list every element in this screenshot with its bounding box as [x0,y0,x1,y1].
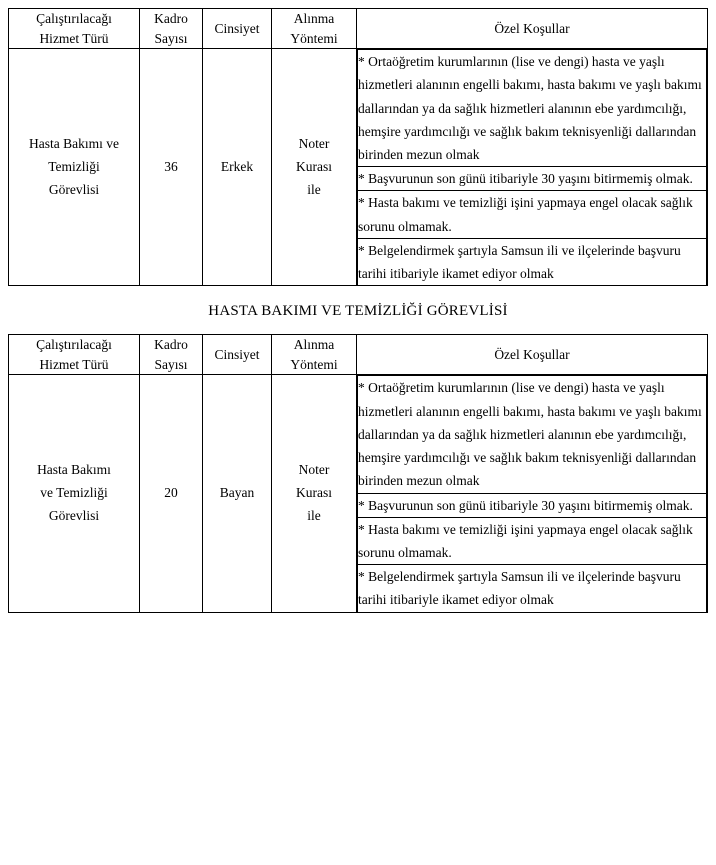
header-quota-line2: Sayısı [154,356,188,372]
table-header [9,9,708,49]
section-title: HASTA BAKIMI VE TEMİZLİĞİ GÖREVLİSİ [208,303,508,320]
table-header [9,335,708,375]
table-row [9,375,708,612]
condition-text: * Hasta bakımı ve temizliği işini yapmaya engel olacak sağlık sorunu olmamak. [358,517,707,564]
cell-quota: 20 [140,375,203,612]
header-row [9,9,708,49]
condition-item [358,238,707,285]
cell-gender: Erkek [203,49,272,286]
header-service-type-line1: Çalıştırılacağı [36,11,112,26]
condition-item [358,191,707,238]
table-body [9,375,708,612]
table-row [9,49,708,286]
cell-gender: Bayan [203,375,272,612]
condition-item [358,376,707,493]
header-quota [140,9,203,49]
table-body [9,49,708,286]
condition-text: * Başvurunun son günü itibariyle 30 yaşını bitirmemiş olmak. [358,493,707,517]
method-line1: Noter [298,135,330,151]
header-method-line1: Alınma [293,11,335,26]
condition-text: * Ortaöğretim kurumlarının (lise ve dengi) hasta ve yaşlı hizmetleri alanının engelli bakımı, hasta bakımı ve yaşlı bakımı dallarından ya da sağlık hizmetleri alanının ebe yardımcılığı, hemşire yardımcılığı ve sağlık bakım teknisyenliği dallarından birinden mezun olmak [358,376,707,493]
cell-service-type [9,375,140,612]
header-quota-line1: Kadro [154,11,188,26]
header-method-line2: Yöntemi [290,356,338,372]
header-method-line2: Yöntemi [290,30,338,46]
service-type-line1: Hasta Bakımı [37,462,111,478]
header-method [272,9,357,49]
cell-special-conditions [357,375,708,612]
cell-method [272,375,357,612]
condition-text: * Hasta bakımı ve temizliği işini yapmaya engel olacak sağlık sorunu olmamak. [358,191,707,238]
positions-table-erkek [8,8,708,286]
header-gender [203,9,272,49]
header-gender [203,335,272,375]
method-line2: Kurası [296,485,332,501]
header-quota-line1: Kadro [154,337,188,353]
header-method [272,335,357,375]
service-type-line2: Temizliği [48,158,100,174]
service-type-line3: Görevlisi [48,508,100,523]
header-service-type [9,335,140,375]
condition-item [358,167,707,191]
positions-table-bayan [8,334,708,612]
header-special-conditions-line1: Özel Koşullar [494,347,570,363]
header-quota-line2: Sayısı [154,30,188,46]
method-line3: ile [307,181,321,197]
header-method-line1: Alınma [293,337,335,353]
service-type-line1: Hasta Bakımı ve [29,135,119,151]
method-line2: Kurası [296,158,332,174]
condition-text: * Belgelendirmek şartıyla Samsun ili ve ilçelerinde başvuru tarihi itibariyle ikamet ediyor olmak [358,565,707,612]
header-gender-line1: Cinsiyet [214,347,260,363]
condition-item [358,50,707,167]
condition-item [358,517,707,564]
method-line3: ile [307,508,321,523]
header-special-conditions-line1: Özel Koşullar [494,20,570,36]
cell-service-type [9,49,140,286]
header-service-type-line2: Hizmet Türü [39,356,109,372]
service-type-line3: Görevlisi [48,181,100,197]
cell-method [272,49,357,286]
cell-quota: 36 [140,49,203,286]
condition-item [358,493,707,517]
header-service-type-line1: Çalıştırılacağı [36,337,112,353]
header-row [9,335,708,375]
header-gender-line1: Cinsiyet [214,20,260,36]
header-service-type [9,9,140,49]
conditions-list [357,49,707,285]
method-line1: Noter [298,462,330,478]
header-service-type-line2: Hizmet Türü [39,30,109,46]
header-quota [140,335,203,375]
service-type-line2: ve Temizliği [40,485,108,501]
condition-item [358,565,707,612]
condition-text: * Ortaöğretim kurumlarının (lise ve dengi) hasta ve yaşlı hizmetleri alanının engelli bakımı, hasta bakımı ve yaşlı bakımı dallarından ya da sağlık hizmetleri alanının ebe yardımcılığı, hemşire yardımcılığı ve sağlık bakım teknisyenliği dallarından birinden mezun olmak [358,50,707,167]
condition-text: * Belgelendirmek şartıyla Samsun ili ve ilçelerinde başvuru tarihi itibariyle ikamet ediyor olmak [358,238,707,285]
header-special-conditions [357,335,708,375]
condition-text: * Başvurunun son günü itibariyle 30 yaşını bitirmemiş olmak. [358,167,707,191]
header-special-conditions [357,9,708,49]
conditions-list [357,375,707,611]
cell-special-conditions [357,49,708,286]
